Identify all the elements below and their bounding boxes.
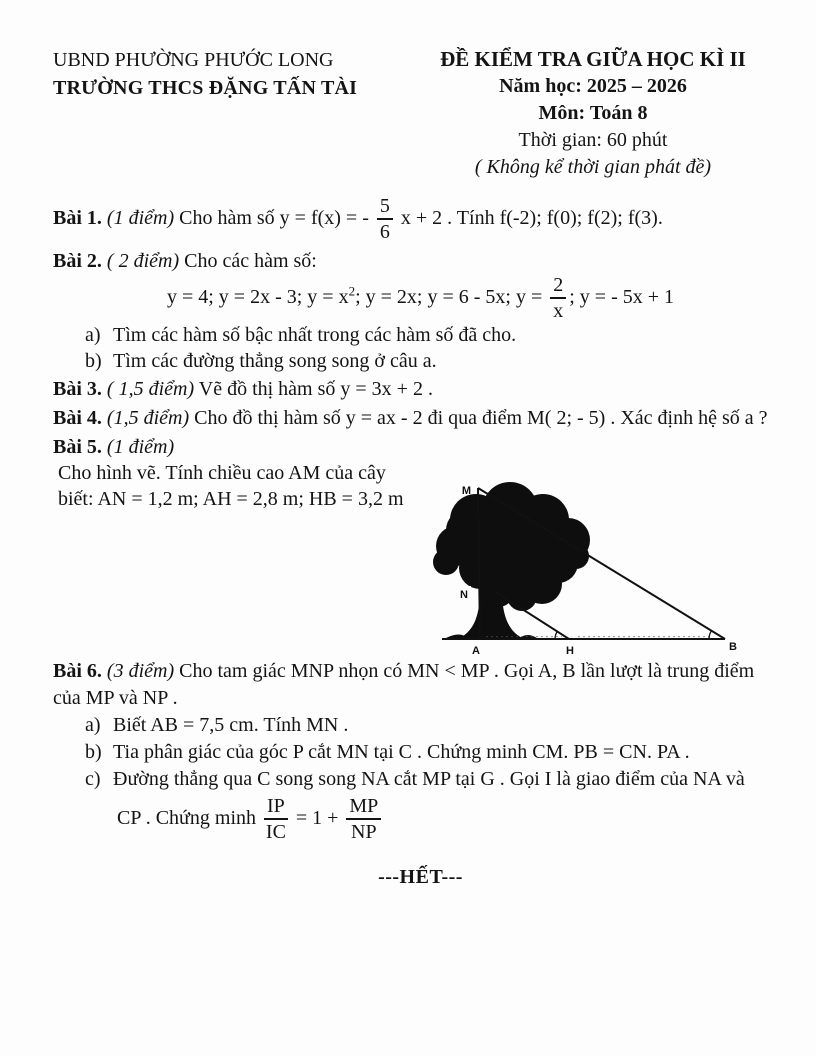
fraction-numerator: IP bbox=[264, 796, 288, 820]
subject: Môn: Toán 8 bbox=[538, 102, 648, 124]
problem-6-points: (3 điểm) bbox=[106, 659, 175, 682]
fraction-denominator: 6 bbox=[379, 221, 390, 244]
item-text: Tia phân giác của góc P cắt MN tại C . Chứng minh CM. PB = CN. PA . bbox=[113, 740, 690, 763]
equation-part1: y = 4; y = 2x - 3; y = x bbox=[166, 285, 349, 308]
fraction-2-x bbox=[550, 275, 566, 322]
fraction-numerator: 2 bbox=[550, 275, 566, 299]
item-text: Biết AB = 7,5 cm. Tính MN . bbox=[113, 713, 349, 736]
item-text: Tìm các hàm số bậc nhất trong các hàm số đã cho. bbox=[113, 323, 517, 346]
org-name-line1: UBND PHƯỜNG PHƯỚC LONG bbox=[53, 49, 334, 71]
item-marker: b) bbox=[85, 349, 102, 372]
header-left bbox=[53, 46, 398, 181]
point-label-H: H bbox=[566, 645, 574, 657]
fraction-denominator: IC bbox=[265, 820, 286, 843]
problem-6-item-b bbox=[53, 739, 788, 766]
exam-title: ĐỀ KIỂM TRA GIỮA HỌC KÌ II bbox=[440, 47, 746, 71]
problem-4-label: Bài 4. bbox=[53, 406, 102, 429]
problem-5 bbox=[53, 434, 788, 460]
tree-figure bbox=[428, 458, 740, 658]
problem-6-text-line1: Cho tam giác MNP nhọn có MN < MP . Gọi A, B lần lượt là trung điểm bbox=[179, 659, 755, 682]
item-text: CP . Chứng minh bbox=[117, 806, 257, 829]
fraction-5-6 bbox=[377, 196, 393, 243]
equation-part2: ; y = 2x; y = 6 - 5x; y = bbox=[355, 285, 543, 308]
fraction-denominator: NP bbox=[351, 820, 377, 843]
problem-2-item-a bbox=[53, 322, 788, 348]
problem-6 bbox=[53, 658, 788, 685]
point-label-B: B bbox=[729, 641, 737, 653]
problem-1-text: Cho hàm số y = f(x) = - bbox=[179, 206, 369, 229]
problem-2 bbox=[53, 250, 788, 273]
fraction-IP-IC bbox=[264, 796, 288, 843]
problem-5-text-line1: Cho hình vẽ. Tính chiều cao AM của cây bbox=[58, 461, 386, 484]
item-marker: a) bbox=[85, 323, 101, 346]
problem-2-item-b bbox=[53, 348, 788, 374]
school-year: Năm học: 2025 – 2026 bbox=[499, 75, 687, 97]
problem-1 bbox=[53, 196, 788, 243]
problem-2-label: Bài 2. bbox=[53, 249, 102, 272]
problem-6-item-c-line2 bbox=[53, 796, 788, 843]
point-label-A: A bbox=[472, 645, 480, 657]
problem-1-points: (1 điểm) bbox=[106, 206, 175, 229]
problem-3 bbox=[53, 376, 788, 402]
angle-mark-H bbox=[555, 632, 557, 640]
equation-part3: ; y = - 5x + 1 bbox=[569, 285, 675, 308]
problem-4-text: Cho đồ thị hàm số y = ax - 2 đi qua điểm M( 2; - 5) . Xác định hệ số a ? bbox=[194, 406, 768, 429]
equation-middle: = 1 + bbox=[295, 806, 339, 829]
fraction-numerator: MP bbox=[346, 796, 381, 820]
item-text: Tìm các đường thẳng song song ở câu a. bbox=[113, 349, 437, 372]
fraction-numerator: 5 bbox=[377, 196, 393, 220]
item-text: Đường thẳng qua C song song NA cắt MP tại G . Gọi I là giao điểm của NA và bbox=[113, 767, 745, 790]
problem-4-points: (1,5 điểm) bbox=[106, 406, 190, 429]
header bbox=[0, 0, 816, 181]
problem-1-label: Bài 1. bbox=[53, 206, 102, 229]
problem-1-text-after: x + 2 . Tính f(-2); f(0); f(2); f(3). bbox=[400, 206, 663, 229]
problem-5-points: (1 điểm) bbox=[106, 435, 175, 458]
problem-3-label: Bài 3. bbox=[53, 377, 102, 400]
exponent: 2 bbox=[348, 283, 356, 299]
fraction-denominator: x bbox=[553, 300, 564, 323]
org-name-line2: TRƯỜNG THCS ĐẶNG TẤN TÀI bbox=[53, 77, 358, 99]
problem-2-text: Cho các hàm số: bbox=[184, 249, 317, 272]
problem-5-text-line2: biết: AN = 1,2 m; AH = 2,8 m; HB = 3,2 m bbox=[58, 487, 404, 510]
problem-2-equations bbox=[53, 275, 788, 322]
angle-mark-B bbox=[709, 631, 711, 639]
problem-6-item-a bbox=[53, 712, 788, 739]
point-label-N: N bbox=[460, 589, 468, 601]
problem-4 bbox=[53, 405, 788, 431]
item-marker: b) bbox=[85, 740, 102, 763]
end-marker: ---HẾT--- bbox=[378, 866, 463, 889]
problem-6-text-line2: của MP và NP . bbox=[53, 686, 178, 709]
problem-2-points: ( 2 điểm) bbox=[106, 249, 180, 272]
problem-5-label: Bài 5. bbox=[53, 435, 102, 458]
problem-5-figure bbox=[428, 458, 740, 658]
item-marker: a) bbox=[85, 713, 101, 736]
item-marker: c) bbox=[85, 767, 101, 790]
problem-6-label: Bài 6. bbox=[53, 659, 102, 682]
problem-6-item-c bbox=[53, 766, 788, 793]
header-right bbox=[398, 46, 788, 181]
problem-3-points: ( 1,5 điểm) bbox=[106, 377, 195, 400]
fraction-MP-NP bbox=[346, 796, 381, 843]
problem-3-text: Vẽ đồ thị hàm số y = 3x + 2 . bbox=[198, 377, 433, 400]
duration-note: ( Không kể thời gian phát đề) bbox=[474, 156, 712, 178]
duration: Thời gian: 60 phút bbox=[518, 129, 668, 151]
point-label-M: M bbox=[461, 485, 471, 497]
